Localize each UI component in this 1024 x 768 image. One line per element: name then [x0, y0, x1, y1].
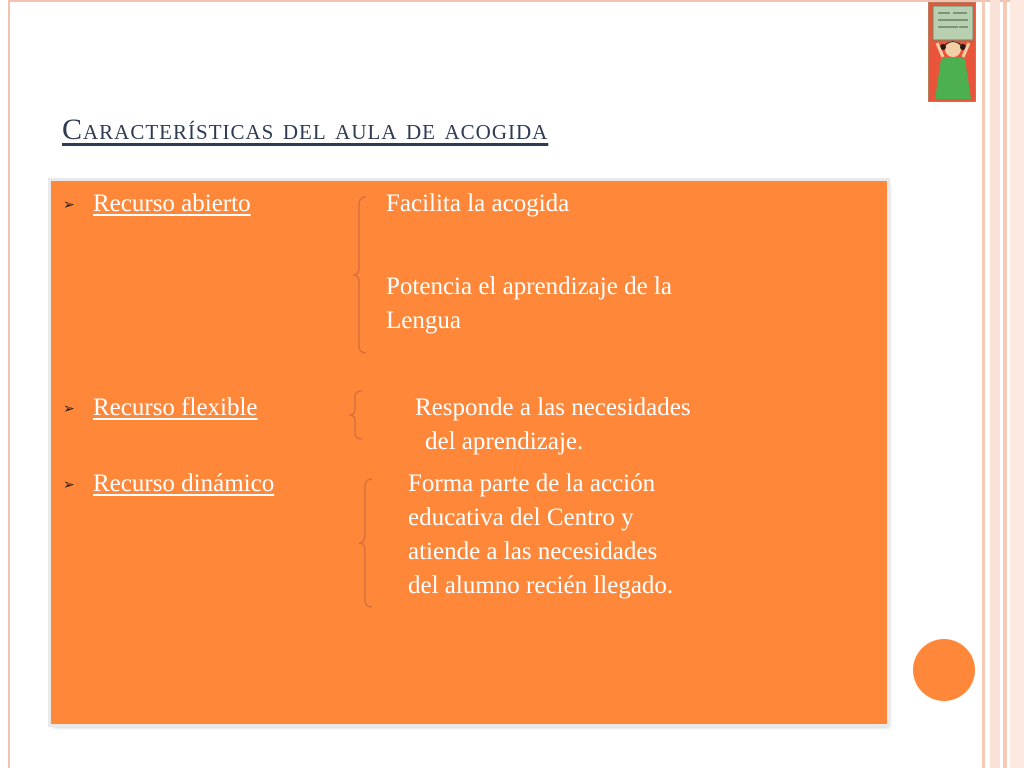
curly-brace-icon — [351, 195, 371, 355]
item-term: Recurso flexible — [93, 394, 258, 421]
item-description: Forma parte de la acción — [408, 470, 656, 497]
item-description: Lengua — [386, 307, 461, 334]
decorative-stripe — [1010, 0, 1024, 768]
frame-left-line — [8, 0, 10, 768]
arrow-bullet-icon: ➢ — [63, 478, 75, 493]
item-description: atiende a las necesidades — [408, 538, 658, 565]
curly-brace-icon — [347, 389, 367, 441]
frame-top-line — [8, 0, 1024, 2]
decorative-stripe — [1003, 0, 1007, 768]
arrow-bullet-icon: ➢ — [63, 198, 75, 213]
curly-brace-icon — [357, 477, 377, 609]
item-description: Responde a las necesidades — [415, 394, 691, 421]
arrow-bullet-icon: ➢ — [63, 402, 75, 417]
item-description: educativa del Centro y — [408, 504, 634, 531]
girl-with-sign-illustration — [928, 2, 976, 102]
item-description: del alumno recién llegado. — [408, 572, 674, 599]
item-description: del aprendizaje. — [425, 428, 584, 455]
content-box — [51, 181, 887, 724]
decorative-stripe — [990, 0, 1000, 768]
item-term: Recurso dinámico — [93, 470, 275, 497]
item-description: Facilita la acogida — [386, 190, 570, 217]
item-term: Recurso abierto — [93, 190, 251, 217]
page-title: Características del aula de acogida — [62, 113, 549, 146]
item-description: Potencia el aprendizaje de la — [386, 273, 672, 300]
decorative-circle — [913, 639, 975, 701]
decorative-stripe — [982, 0, 985, 768]
